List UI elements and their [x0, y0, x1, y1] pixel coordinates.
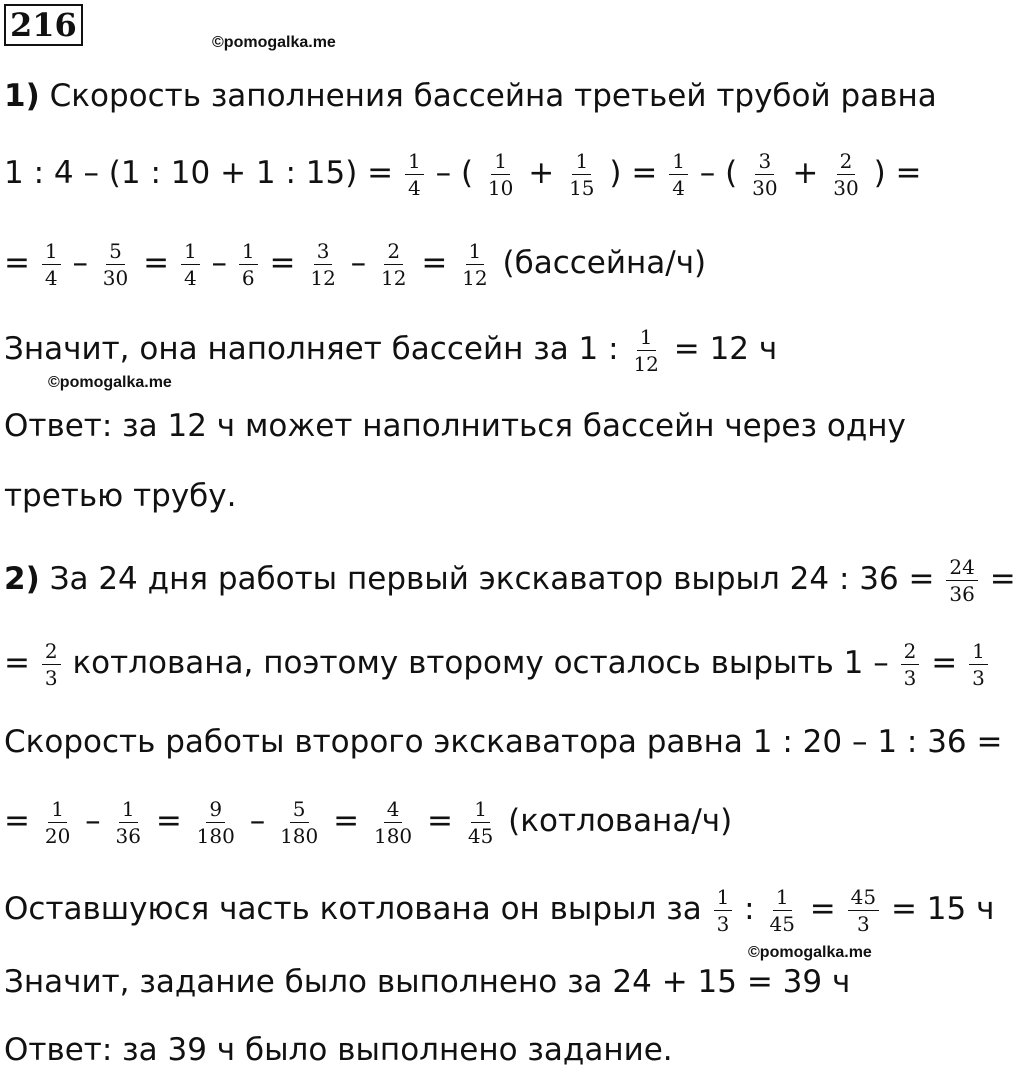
- eq-op: –: [85, 803, 101, 839]
- fraction: $\frac{3}{12}$: [310, 239, 336, 290]
- conclusion-result: = 12 ч: [673, 331, 778, 367]
- eq-op: =: [421, 245, 448, 281]
- fraction: $\frac{1}{4}$: [405, 150, 424, 199]
- watermark-top: ©pomogalka.me: [212, 34, 336, 51]
- part1-answer-line-1: Ответ: за 12 ч может наполниться бассейн через одну: [4, 408, 906, 444]
- part1-title: [4, 76, 958, 116]
- fraction: $\frac{2}{30}$: [833, 149, 859, 200]
- eq-op: ) =: [873, 155, 922, 191]
- fraction: $\frac{3}{30}$: [752, 149, 778, 200]
- eq-op: :: [744, 891, 755, 927]
- eq-op: =: [4, 245, 30, 281]
- eq-op: =: [989, 561, 1016, 597]
- fraction: $\frac{1}{45}$: [769, 885, 795, 936]
- unit-text: (котлована/ч): [508, 803, 733, 839]
- fraction: $\frac{1}{36}$: [115, 797, 141, 848]
- part2-answer: Ответ: за 39 ч было выполнено задание.: [4, 1032, 673, 1068]
- eq-op: +: [792, 155, 819, 191]
- eq-op: =: [269, 245, 296, 281]
- part2-line-2: [4, 639, 985, 690]
- eq-op: +: [528, 155, 555, 191]
- part1-title-text: Скорость заполнения бассейна третьей трубой равна: [49, 78, 937, 114]
- part1-label: 1): [4, 78, 40, 114]
- eq-op: =: [155, 803, 182, 839]
- line-result: = 15 ч: [890, 891, 995, 927]
- eq-op: –: [211, 245, 228, 281]
- part1-answer-line-2: третью трубу.: [4, 478, 237, 514]
- fraction: $\frac{1}{4}$: [181, 240, 200, 289]
- fraction: $\frac{1}{20}$: [44, 797, 71, 848]
- part2-line-3: Скорость работы второго экскаватора равна 1 : 20 – 1 : 36 =: [4, 724, 1003, 760]
- fraction: $\frac{1}{3}$: [969, 640, 988, 689]
- fraction: $\frac{1}{4}$: [669, 150, 688, 199]
- eq-op: –: [249, 803, 266, 839]
- problem-number: 216: [4, 4, 83, 46]
- fraction: $\frac{1}{45}$: [467, 797, 494, 848]
- fraction: $\frac{1}{6}$: [239, 240, 258, 289]
- part1-equation-1: [4, 150, 958, 199]
- watermark-middle: ©pomogalka.me: [48, 374, 172, 391]
- part1-equation-2: [4, 240, 958, 289]
- part2-line-4: [4, 798, 958, 847]
- fraction: $\frac{2}{3}$: [901, 640, 920, 689]
- unit-text: (бассейна/ч): [502, 245, 707, 281]
- part2-line-6: Значит, задание было выполнено за 24 + 15 = 39 ч: [4, 964, 851, 1000]
- watermark-bottom: ©pomogalka.me: [748, 944, 872, 961]
- part2-line-1: [4, 555, 1016, 606]
- eq-text: 1 : 4 – (1 : 10 + 1 : 15) =: [4, 155, 394, 191]
- eq-op: –: [72, 245, 88, 281]
- fraction: $\frac{5}{180}$: [280, 797, 319, 848]
- fraction: $\frac{2}{3}$: [42, 640, 61, 689]
- fraction: $\frac{9}{180}$: [196, 797, 235, 848]
- line-text: Оставшуюся часть котлована он вырыл за: [4, 891, 702, 927]
- part2-label: 2): [4, 561, 40, 597]
- part2-line-5: [4, 885, 995, 936]
- eq-op: =: [4, 645, 30, 681]
- fraction: $\frac{5}{30}$: [102, 239, 129, 290]
- fraction: $\frac{45}{3}$: [848, 886, 879, 935]
- eq-op: =: [427, 803, 453, 839]
- fraction: $\frac{1}{3}$: [714, 886, 733, 935]
- eq-op: =: [809, 891, 836, 927]
- fraction: $\frac{1}{12}$: [462, 239, 488, 290]
- fraction: $\frac{4}{180}$: [373, 797, 413, 848]
- eq-op: =: [143, 245, 170, 281]
- eq-op: =: [333, 803, 360, 839]
- fraction: $\frac{24}{36}$: [946, 556, 977, 605]
- part1-conclusion: [4, 326, 958, 375]
- eq-op: =: [931, 645, 958, 681]
- line-text: За 24 дня работы первый экскаватор вырыл 24 : 36 =: [49, 561, 935, 597]
- fraction: $\frac{1}{15}$: [569, 149, 595, 200]
- eq-op: – (: [435, 155, 474, 191]
- eq-op: – (: [699, 155, 738, 191]
- eq-op: –: [350, 245, 367, 281]
- conclusion-text: Значит, она наполняет бассейн за 1 :: [4, 331, 619, 367]
- fraction: $\frac{1}{12}$: [633, 325, 659, 376]
- fraction: $\frac{1}{4}$: [42, 240, 61, 289]
- line-text: котлована, поэтому второму осталось вырыть 1 –: [72, 645, 889, 681]
- eq-op: =: [4, 803, 30, 839]
- eq-op: ) =: [609, 155, 658, 191]
- fraction: $\frac{1}{10}$: [487, 149, 514, 200]
- fraction: $\frac{2}{12}$: [381, 239, 407, 290]
